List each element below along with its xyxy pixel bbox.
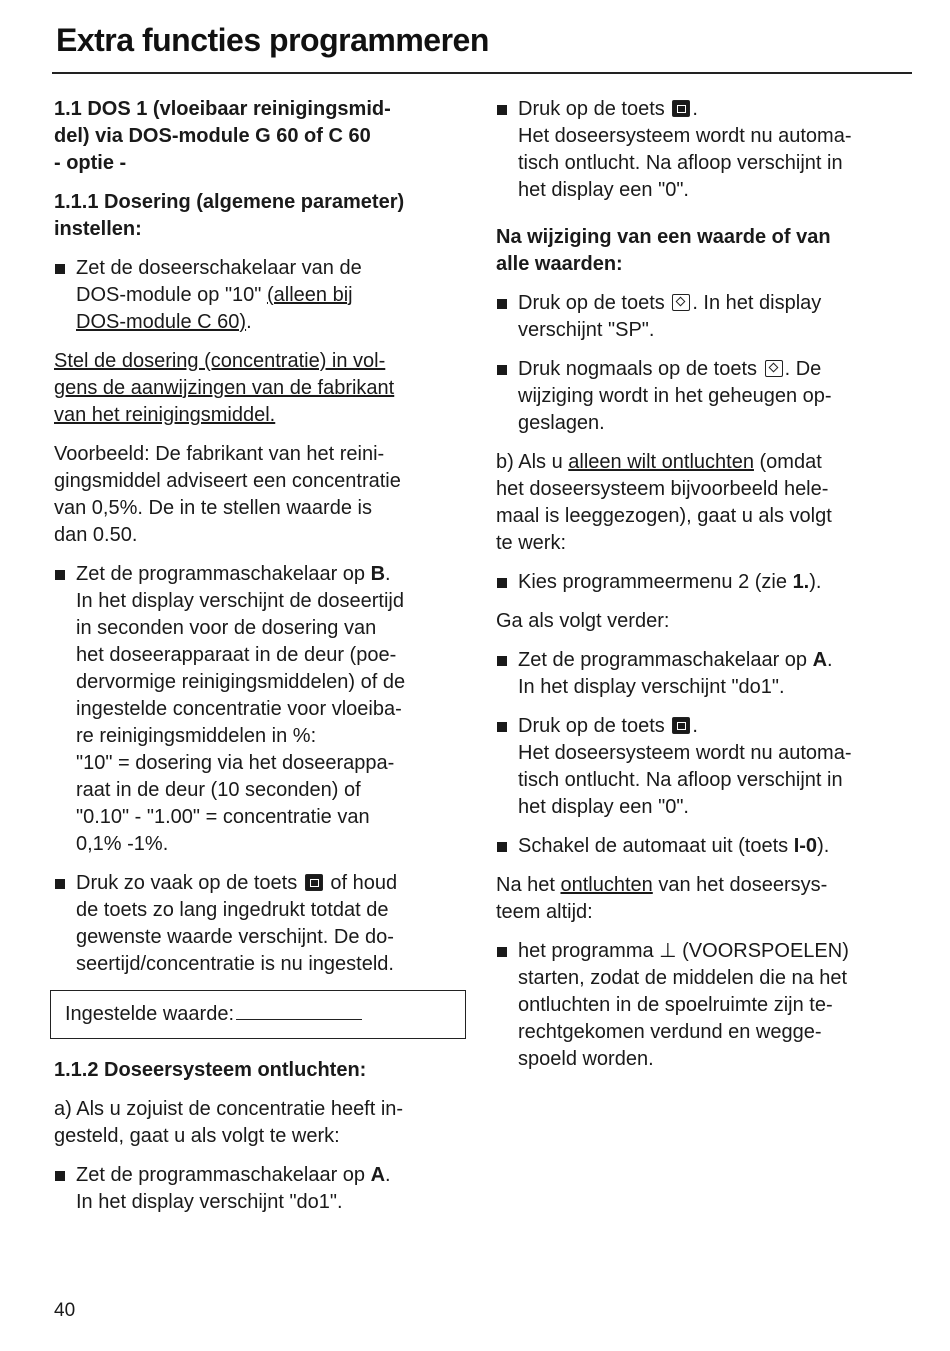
underlined-paragraph (54, 348, 469, 429)
text-line: verschijnt "SP". (518, 319, 655, 341)
text-line: a) Als u zojuist de concentratie heeft in- (54, 1098, 404, 1120)
text-line: van 0,5%. De in te stellen waarde is (54, 497, 372, 519)
sub-heading-wijziging (496, 224, 916, 278)
text-line: In het display verschijnt de doseertijd (76, 590, 404, 612)
list-item (54, 255, 469, 336)
paragraph-a (54, 1096, 469, 1150)
text-span: Druk op de toets (518, 715, 671, 737)
list-item (54, 1162, 469, 1216)
text-line: het display een "0". (518, 796, 689, 818)
text-line (76, 309, 469, 336)
page-number: 40 (54, 1300, 76, 1321)
confirm-key-icon (765, 360, 783, 377)
text-line: het doseerapparaat in de deur (poe- (76, 644, 397, 666)
text-line: "0.10" - "1.00" = concentratie van (76, 806, 370, 828)
text-line (518, 833, 916, 860)
value-box (50, 990, 466, 1039)
confirm-key-icon (672, 294, 690, 311)
bold-text: A (812, 649, 828, 671)
text-span: (omdat (753, 451, 822, 473)
text-line (76, 561, 469, 588)
text-span: Zet de doseerschakelaar van de (76, 257, 362, 279)
text-span: b) Als u (496, 451, 569, 473)
text-line: wijziging wordt in het geheugen op- (518, 385, 832, 407)
text-span: Schakel de automaat uit (toets (518, 835, 794, 857)
text-span: Zet de programmaschakelaar op (76, 1164, 371, 1186)
prewash-symbol-icon: ⊥ (659, 940, 677, 962)
section-title (54, 96, 469, 177)
text-span: Druk op de toets (518, 98, 671, 120)
text-line: starten, zodat de middelen die na het (518, 967, 848, 989)
text-line: tisch ontlucht. Na afloop verschijnt in (518, 152, 843, 174)
text-line: Stel de dosering (concentratie) in vol- (54, 350, 386, 372)
text-span: of houd (324, 872, 398, 894)
text-line: re reinigingsmiddelen in %: (76, 725, 317, 747)
list-item (496, 356, 916, 437)
text-line: gens de aanwijzingen van de fabrikant (54, 377, 395, 399)
text-line (496, 872, 916, 899)
example-paragraph (54, 441, 469, 549)
text-span: . De (784, 358, 822, 380)
bold-text: 1. (792, 571, 810, 593)
text-line: rechtgekomen verdund en wegge- (518, 1021, 822, 1043)
text-span: Na het (496, 874, 561, 896)
text-line: seertijd/concentratie is nu ingesteld. (76, 953, 394, 975)
text-line: dervormige reinigingsmiddelen) of de (76, 671, 406, 693)
program-key-icon (305, 874, 323, 891)
value-blank-line (236, 1019, 362, 1020)
text-span: (VOORSPOELEN) (676, 940, 849, 962)
text-line: spoeld worden. (518, 1048, 654, 1070)
continue-text: Ga als volgt verder: (496, 610, 670, 632)
box-label: Ingestelde waarde: (65, 1003, 235, 1025)
text-line (76, 282, 469, 309)
text-line: tisch ontlucht. Na afloop verschijnt in (518, 769, 843, 791)
text-line (518, 96, 916, 123)
text-line (518, 569, 916, 596)
text-span: . (692, 98, 698, 120)
bold-text: B (370, 563, 386, 585)
text-line (76, 1162, 469, 1189)
text-span: ). (817, 835, 830, 857)
section-title-line: del) via DOS-module G 60 of C 60 (54, 125, 371, 147)
text-line: het doseersysteem bijvoorbeeld hele- (496, 478, 829, 500)
program-key-icon (672, 717, 690, 734)
paragraph-after (496, 872, 916, 926)
program-key-icon (672, 100, 690, 117)
text-line (518, 290, 916, 317)
text-span: Kies programmeermenu 2 (zie (518, 571, 793, 593)
text-line: van het reinigingsmiddel. (54, 404, 276, 426)
spacer (496, 216, 916, 224)
text-line: gingsmiddel adviseert een concentratie (54, 470, 401, 492)
text-line (76, 255, 469, 282)
text-span: . (246, 311, 252, 333)
text-span: Zet de programmaschakelaar op (518, 649, 813, 671)
text-span: . (385, 563, 391, 585)
text-line: in seconden voor de dosering van (76, 617, 377, 639)
text-span: . (692, 715, 698, 737)
text-line (496, 449, 916, 476)
text-line: ingestelde concentratie voor vloeiba- (76, 698, 402, 720)
underlined-text: DOS-module C 60) (76, 311, 247, 333)
text-line (518, 356, 916, 383)
text-line: raat in de deur (10 seconden) of (76, 779, 361, 801)
sub-heading-line: instellen: (54, 218, 142, 240)
list-item (496, 96, 916, 204)
text-line: 0,1% -1%. (76, 833, 169, 855)
text-line: maal is leeggezogen), gaat u als volgt (496, 505, 832, 527)
list-item (496, 647, 916, 701)
text-span: . In het display (692, 292, 822, 314)
text-line (518, 938, 916, 965)
sub-heading-line: alle waarden: (496, 253, 623, 275)
text-line: "10" = dosering via het doseerappa- (76, 752, 395, 774)
text-line (76, 870, 469, 897)
text-line: In het display verschijnt "do1". (518, 676, 785, 698)
text-line: Voorbeeld: De fabrikant van het reini- (54, 443, 385, 465)
text-line (518, 647, 916, 674)
bold-text: A (370, 1164, 386, 1186)
list-item (54, 561, 469, 858)
text-line (518, 713, 916, 740)
left-column (54, 96, 469, 1228)
page-title: Extra functies programmeren (56, 22, 489, 58)
section-title-line: - optie - (54, 152, 127, 174)
text-line: teem altijd: (496, 901, 593, 923)
list-item (54, 870, 469, 978)
text-span: . (385, 1164, 391, 1186)
sub-heading-line: 1.1.1 Dosering (algemene parameter) (54, 191, 405, 213)
list-item (496, 290, 916, 344)
text-span: Zet de programmaschakelaar op (76, 563, 371, 585)
text-line: geslagen. (518, 412, 605, 434)
list-item (496, 713, 916, 821)
bold-text: I-0 (793, 835, 818, 857)
text-span: DOS-module op "10" (76, 284, 267, 306)
text-line: dan 0.50. (54, 524, 138, 546)
paragraph-b (496, 449, 916, 557)
text-line: In het display verschijnt "do1". (76, 1191, 343, 1213)
sub-heading-ontluchten: 1.1.2 Doseersysteem ontluchten: (54, 1059, 367, 1081)
text-line: de toets zo lang ingedrukt totdat de (76, 899, 389, 921)
text-span: Druk op de toets (518, 292, 671, 314)
text-line: gewenste waarde verschijnt. De do- (76, 926, 394, 948)
text-line: Het doseersysteem wordt nu automa- (518, 742, 852, 764)
underlined-text: ontluchten (560, 874, 653, 896)
text-line: te werk: (496, 532, 567, 554)
text-span: van het doseersys- (652, 874, 828, 896)
underlined-text: (alleen bij (266, 284, 353, 306)
underlined-text: alleen wilt ontluchten (568, 451, 754, 473)
sub-heading-dosering (54, 189, 469, 243)
text-span: het programma (518, 940, 660, 962)
sub-heading-line: Na wijziging van een waarde of van (496, 226, 831, 248)
text-line: Het doseersysteem wordt nu automa- (518, 125, 852, 147)
text-span: Druk zo vaak op de toets (76, 872, 303, 894)
list-item (496, 938, 916, 1073)
text-line: gesteld, gaat u als volgt te werk: (54, 1125, 340, 1147)
text-span: . (827, 649, 833, 671)
list-item (496, 833, 916, 860)
text-line: ontluchten in de spoelruimte zijn te- (518, 994, 833, 1016)
text-span: ). (809, 571, 822, 593)
title-rule (52, 72, 912, 74)
section-title-line: 1.1 DOS 1 (vloeibaar reinigingsmid- (54, 98, 391, 120)
text-span: Druk nogmaals op de toets (518, 358, 763, 380)
text-line: het display een "0". (518, 179, 689, 201)
right-column (496, 96, 916, 1085)
list-item (496, 569, 916, 596)
